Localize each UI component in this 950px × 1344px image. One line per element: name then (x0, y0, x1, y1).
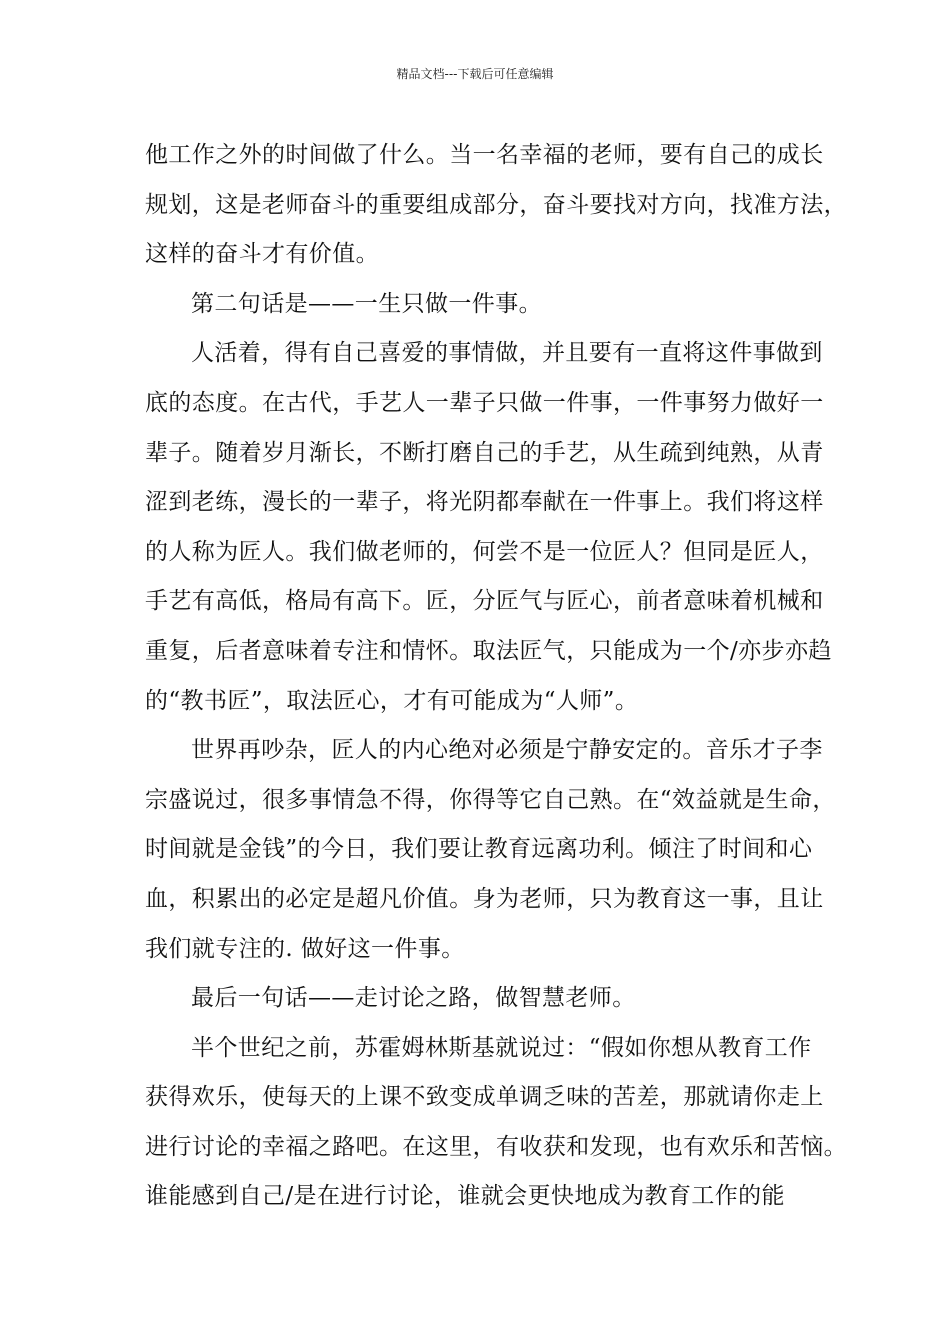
paragraph-heading: 最后一句话——走讨论之路，做智慧老师。 (191, 985, 636, 1012)
text-line: 手艺有高低，格局有高下。匠，分匠气与匠心，前者意味着机械和 (145, 588, 824, 615)
text-line: 这样的奋斗才有价值。 (145, 241, 379, 268)
text-line: 涩到老练，漫长的一辈子，将光阴都奉献在一件事上。我们将这样 (145, 489, 824, 516)
text-line: 时间就是金钱”的今日，我们要让教育远离功利。倾注了时间和心 (145, 836, 813, 863)
text-line: 宗盛说过，很多事情急不得，你得等它自己熟。在“效益就是生命， (145, 786, 836, 813)
text-line: 底的态度。在古代，手艺人一辈子只做一件事，一件事努力做好一 (145, 389, 824, 416)
paragraph-start: 半个世纪之前，苏霍姆林斯基就说过：“假如你想从教育工作 (191, 1034, 812, 1061)
text-line: 辈子。随着岁月渐长，不断打磨自己的手艺，从生疏到纯熟，从青 (145, 439, 824, 466)
text-line: 的“教书匠”，取法匠心，才有可能成为“人师”。 (145, 687, 639, 714)
text-line: 规划，这是老师奋斗的重要组成部分，奋斗要找对方向，找准方法， (145, 191, 847, 218)
text-line: 他工作之外的时间做了什么。当一名幸福的老师，要有自己的成长 (145, 142, 824, 168)
text-line: 谁能感到自己/是在进行讨论，谁就会更快地成为教育工作的能 (145, 1183, 785, 1210)
text-line: 重复，后者意味着专注和情怀。取法匠气，只能成为一个/亦步亦趋 (145, 637, 832, 664)
text-line: 获得欢乐，使每天的上课不致变成单调乏味的苦差，那就请你走上 (145, 1084, 824, 1111)
paragraph-start: 人活着，得有自己喜爱的事情做，并且要有一直将这件事做到 (191, 340, 823, 367)
text-line: 我们就专注的. 做好这一件事。 (145, 935, 465, 962)
paragraph-start: 世界再吵杂，匠人的内心绝对必须是宁静安定的。音乐才子李 (191, 737, 823, 764)
body-text (145, 131, 847, 1222)
page-header: 精品文档---下载后可任意编辑 (396, 67, 554, 81)
text-line: 血，积累出的必定是超凡价值。身为老师，只为教育这一事，且让 (145, 885, 824, 912)
paragraph-heading: 第二句话是——一生只做一件事。 (191, 290, 542, 317)
text-line: 进行讨论的幸福之路吧。在这里，有收获和发现，也有欢乐和苦恼。 (145, 1133, 847, 1160)
text-line: 的人称为匠人。我们做老师的，何尝不是一位匠人？但同是匠人， (145, 538, 824, 565)
